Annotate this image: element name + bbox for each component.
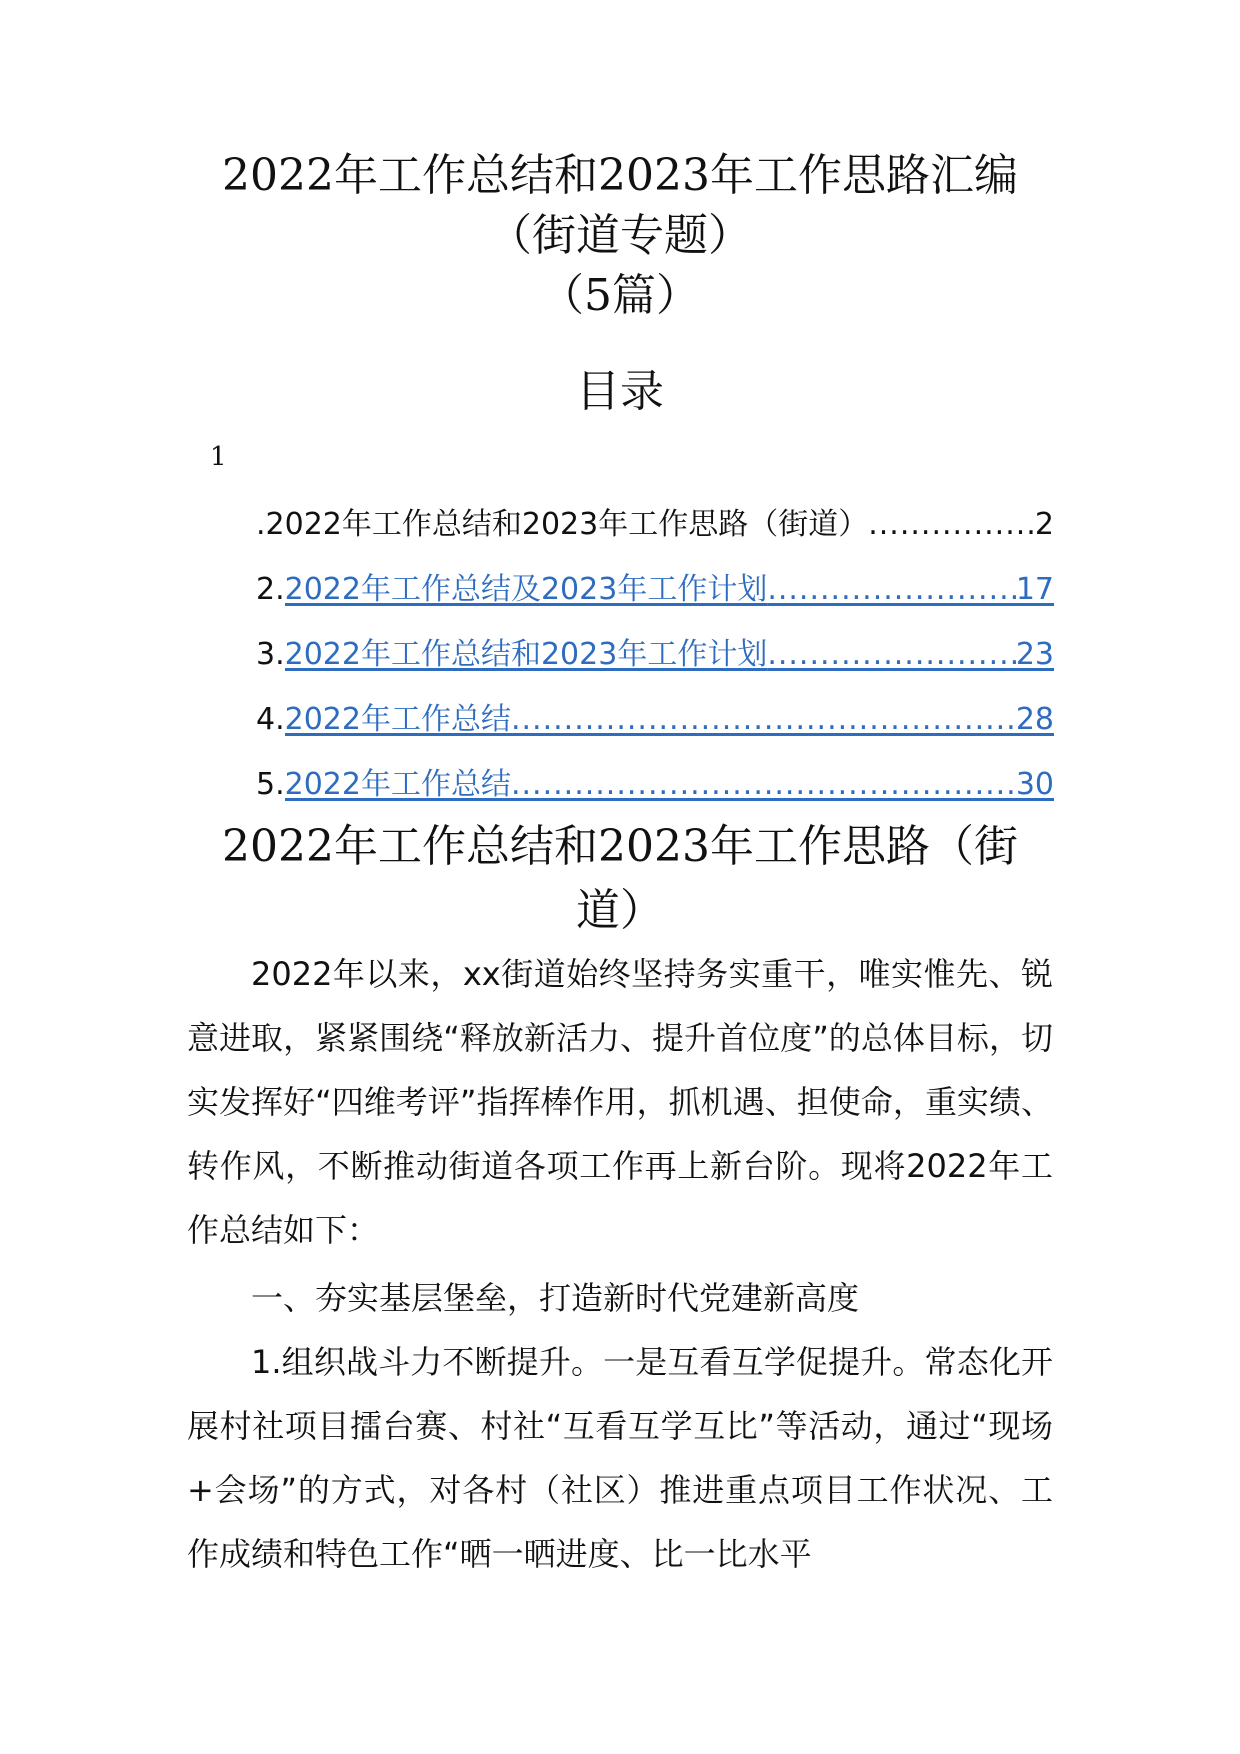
- toc-entry-page: 28: [1015, 702, 1054, 737]
- toc-entry-title: 2022年工作总结及2023年工作计划: [284, 572, 768, 607]
- table-of-contents: [256, 496, 1054, 821]
- toc-entry-title: 2022年工作总结: [284, 702, 511, 737]
- toc-entry-link[interactable]: [285, 756, 1054, 821]
- toc-entry-title: .2022年工作总结和2023年工作思路（街道）: [256, 507, 869, 542]
- document-title: 2022年工作总结和2023年工作思路汇编: [222, 150, 1018, 201]
- section-title: 2022年工作总结和2023年工作思路（街道）: [222, 821, 1018, 936]
- toc-entry-link[interactable]: [256, 496, 1054, 561]
- body-paragraph-1: 1.组织战斗力不断提升。一是互看互学促提升。常态化开展村社项目擂台赛、村社“互看互学互比”等活动，通过“现场+会场”的方式，对各村（社区）推进重点项目工作状况、工作成绩和特色工作“晒一晒进度、比一比水平: [187, 1343, 1053, 1573]
- toc-entry-title: 2022年工作总结: [284, 767, 511, 802]
- toc-entry-page: 23: [1015, 637, 1054, 672]
- toc-heading: 目录: [576, 366, 664, 417]
- toc-lead-number: 1: [210, 442, 227, 472]
- toc-dot-leader: [767, 626, 1015, 691]
- toc-entry-number: 2.: [256, 572, 285, 607]
- toc-entry-title: 2022年工作总结和2023年工作计划: [284, 637, 768, 672]
- toc-entry: [256, 496, 1054, 561]
- toc-entry-link[interactable]: [285, 691, 1054, 756]
- document-subtitle: （街道专题）: [488, 210, 752, 261]
- toc-entry: [256, 691, 1054, 756]
- toc-entry: [256, 626, 1054, 691]
- toc-dot-leader: [511, 756, 1016, 821]
- toc-entry-link[interactable]: [285, 561, 1054, 626]
- toc-dot-leader: [767, 561, 1015, 626]
- toc-entry-page: 2: [1034, 507, 1054, 542]
- toc-entry: [256, 756, 1054, 821]
- toc-entry-number: 5.: [256, 767, 285, 802]
- toc-entry-number: 3.: [256, 637, 285, 672]
- section-heading-1: 一、夯实基层堡垒，打造新时代党建新高度: [251, 1279, 860, 1317]
- toc-dot-leader: [868, 496, 1035, 561]
- toc-entry-page: 30: [1015, 767, 1054, 802]
- toc-entry-number: 4.: [256, 702, 285, 737]
- document-count: （5篇）: [540, 270, 700, 321]
- intro-paragraph: 2022年以来，xx街道始终坚持务实重干，唯实惟先、锐意进取，紧紧围绕“释放新活力、提升首位度”的总体目标，切实发挥好“四维考评”指挥棒作用，抓机遇、担使命，重实绩、转作风，不断推动街道各项工作再上新台阶。现将2022年工作总结如下：: [187, 955, 1053, 1249]
- toc-entry-page: 17: [1015, 572, 1054, 607]
- toc-entry-link[interactable]: [285, 626, 1054, 691]
- toc-dot-leader: [511, 691, 1016, 756]
- toc-entry: [256, 561, 1054, 626]
